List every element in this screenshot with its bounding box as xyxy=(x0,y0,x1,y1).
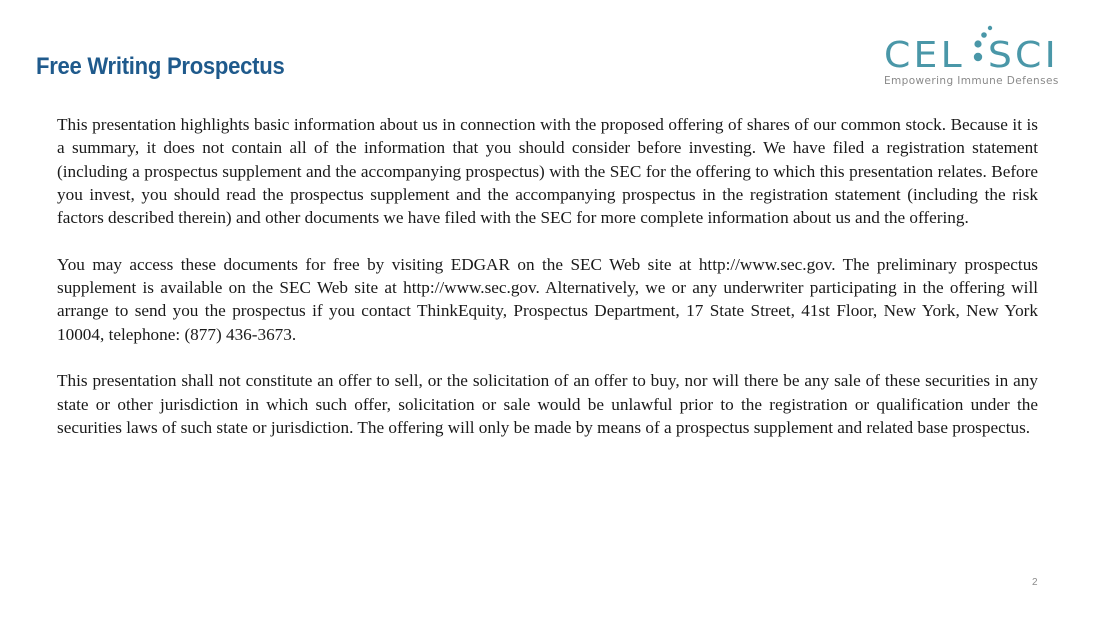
logo-tagline: Empowering Immune Defenses xyxy=(884,75,1059,87)
paragraph-offering-info: This presentation highlights basic information about us in connection with the proposed offering of shares of our common stock. Because it is a summary, it does not contain all of the information that you should consider before investing. We have filed a registration statement (including a prospectus supplement and the accompanying prospectus) with the SEC for the offering to which this presentation relates. Before you invest, you should read the prospectus supplement and the accompanying prospectus in the registration statement (including the risk factors described therein) and other documents we have filed with the SEC for more complete information about us and the offering. xyxy=(57,115,1038,228)
paragraph-no-offer: This presentation shall not constitute an offer to sell, or the solicitation of an offer to buy, nor will there be any sale of these securities in any state or other jurisdiction in which such offer, solicitation or sale would be unlawful prior to the registration or qualification under the securities laws of such state or jurisdiction. The offering will only be made by means of a prospectus supplement and related base prospectus. xyxy=(57,371,1038,437)
cel-sci-logo xyxy=(880,24,1072,90)
page-number: 2 xyxy=(1032,577,1038,588)
logo-word-left: CEL xyxy=(884,35,965,76)
paragraph-access-documents: You may access these documents for free by visiting EDGAR on the SEC Web site at http://www.sec.gov. The preliminary prospectus supplement is available on the SEC Web site at http://www.sec.gov. Alternatively, we or any underwriter participating in the offering will arrange to send you the prospectus if you contact ThinkEquity, Prospectus Department, 17 State Street, 41st Floor, New York, New York 10004, telephone: (877) 436-3673. xyxy=(57,254,1038,344)
disclaimer-body xyxy=(57,113,1038,462)
slide-title: Free Writing Prospectus xyxy=(36,53,285,80)
logo-word-right: SCI xyxy=(987,35,1059,76)
